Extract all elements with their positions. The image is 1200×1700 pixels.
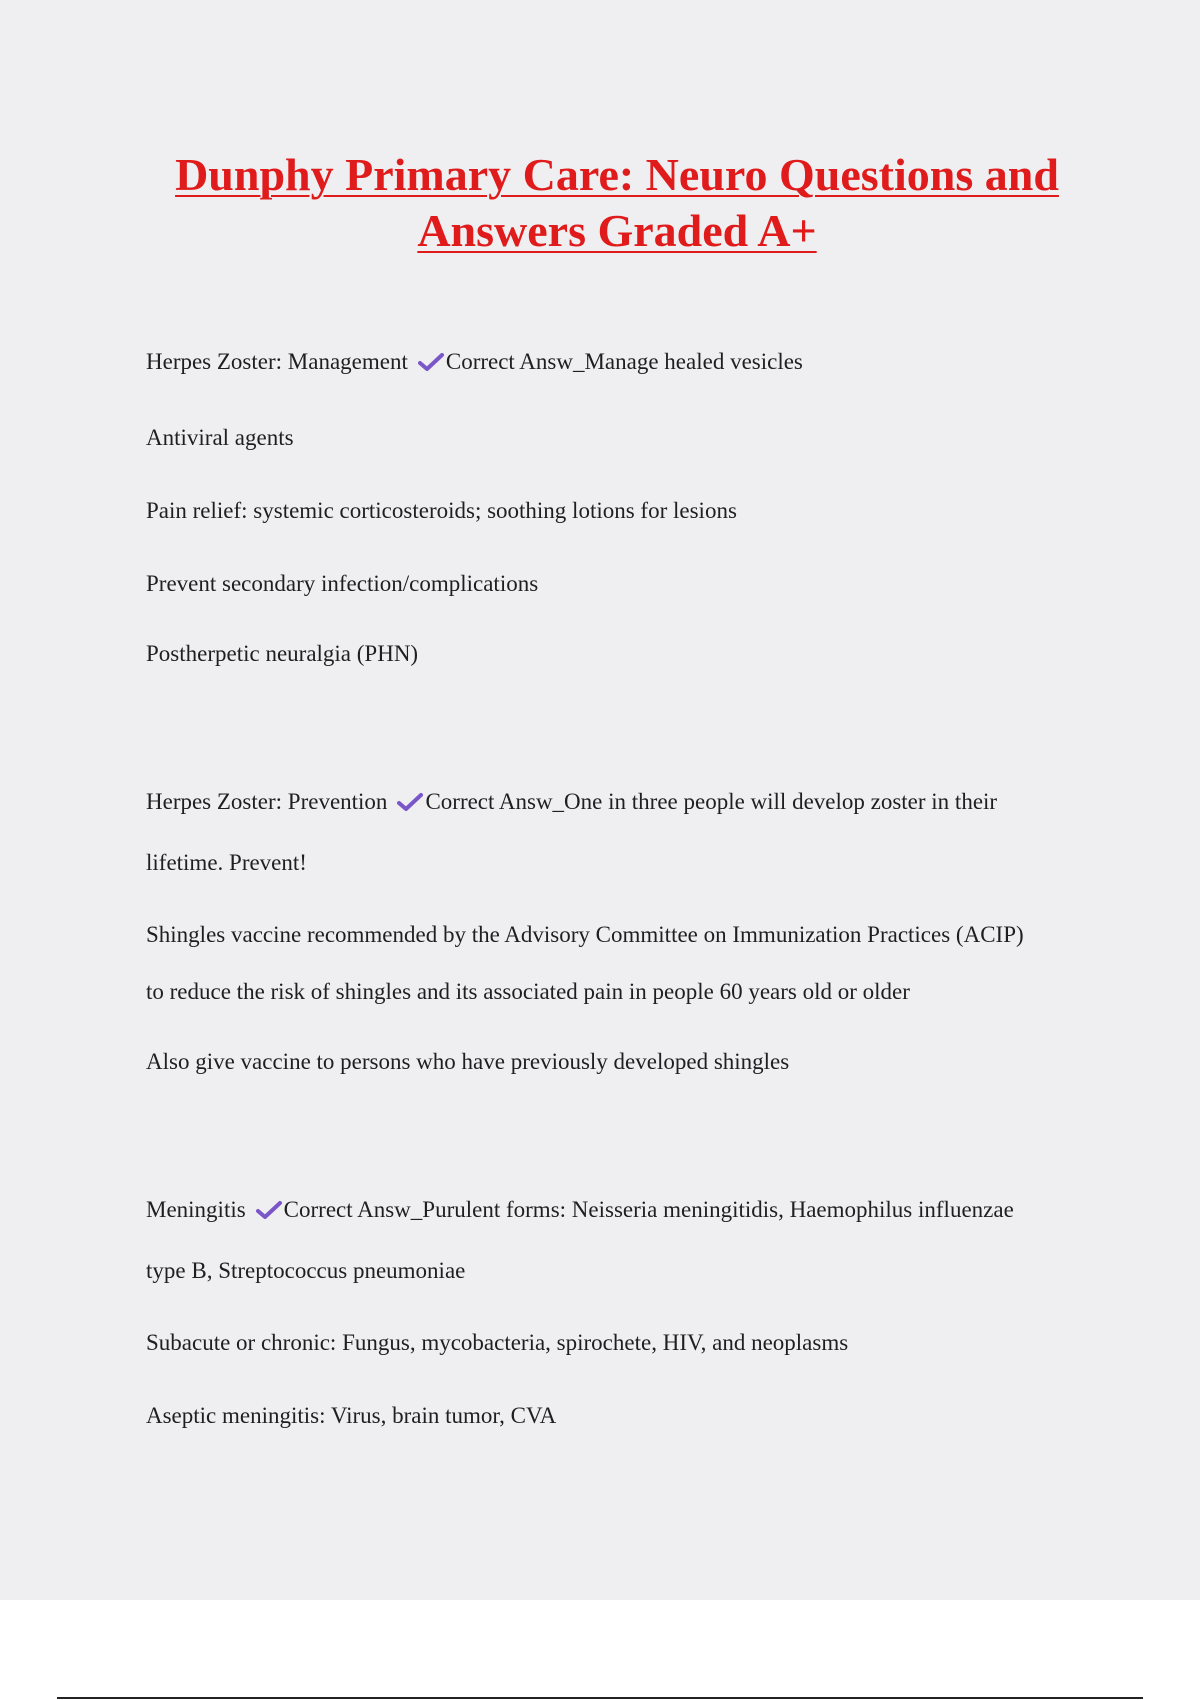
answer-line: Antiviral agents: [146, 425, 294, 450]
answer-line: Subacute or chronic: Fungus, mycobacteria, spirochete, HIV, and neoplasms: [146, 1330, 849, 1355]
question-herpes-zoster-management: [146, 348, 803, 376]
answer-line: Pain relief: systemic corticosteroids; soothing lotions for lesions: [146, 498, 737, 523]
answer-label: Correct Answ_One in three people will develop zoster in their: [425, 789, 998, 814]
answer-line: Postherpetic neuralgia (PHN): [146, 641, 419, 666]
question-label: Meningitis: [146, 1197, 246, 1222]
answer-line: Prevent secondary infection/complications: [146, 571, 539, 596]
answer-line: type B, Streptococcus pneumoniae: [146, 1258, 466, 1283]
question-meningitis: [146, 1196, 1014, 1224]
checkmark-icon: [418, 352, 444, 372]
answer-line: Shingles vaccine recommended by the Advisory Committee on Immunization Practices (ACIP): [146, 922, 1024, 947]
title-line-1: Dunphy Primary Care: Neuro Questions and: [175, 149, 1059, 200]
answer-label: Correct Answ_Purulent forms: Neisseria meningitidis, Haemophilus influenzae: [283, 1197, 1014, 1222]
answer-line: Also give vaccine to persons who have previously developed shingles: [146, 1049, 790, 1074]
checkmark-icon: [256, 1200, 282, 1220]
document-title: [100, 147, 1134, 259]
checkmark-icon: [397, 792, 423, 812]
question-label: Herpes Zoster: Prevention: [146, 789, 388, 814]
footer-divider: [57, 1697, 1143, 1699]
question-herpes-zoster-prevention: [146, 788, 997, 816]
question-label: Herpes Zoster: Management: [146, 349, 408, 374]
answer-label: Correct Answ_Manage healed vesicles: [445, 349, 803, 374]
answer-line: Aseptic meningitis: Virus, brain tumor, CVA: [146, 1403, 557, 1428]
answer-line: lifetime. Prevent!: [146, 850, 307, 875]
answer-line: to reduce the risk of shingles and its associated pain in people 60 years old or older: [146, 979, 910, 1004]
title-line-2: Answers Graded A+: [417, 205, 817, 256]
